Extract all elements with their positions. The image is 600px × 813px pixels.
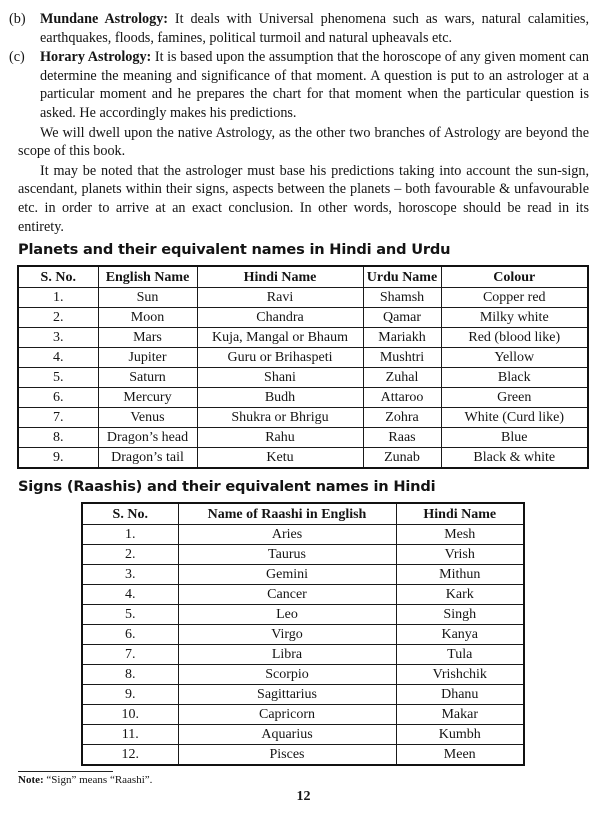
table-cell: Meen (396, 745, 524, 766)
table-cell: 6. (18, 388, 98, 408)
table-cell: Aries (178, 525, 396, 545)
table-cell: Dragon’s tail (98, 448, 197, 469)
table-row (82, 685, 524, 705)
table-cell: 8. (18, 428, 98, 448)
table-cell: Budh (197, 388, 363, 408)
table-cell: Qamar (363, 308, 441, 328)
table-row (18, 368, 588, 388)
table-cell: Scorpio (178, 665, 396, 685)
table-row (18, 288, 588, 308)
table-cell: Yellow (441, 348, 588, 368)
table-cell: 12. (82, 745, 178, 766)
table-row (82, 725, 524, 745)
item-text: It deals with Universal phenomena such as wars, natural calamities, earthquakes, floods, famines, political turmoil and natural upheavals etc. (40, 11, 589, 46)
table-row (82, 565, 524, 585)
table-row (82, 605, 524, 625)
footnote-label: Note: (18, 774, 44, 787)
table-cell: Moon (98, 308, 197, 328)
table-cell: Red (blood like) (441, 328, 588, 348)
table-cell: Rahu (197, 428, 363, 448)
table-cell: Zohra (363, 408, 441, 428)
table-cell: Kanya (396, 625, 524, 645)
table-cell: 1. (82, 525, 178, 545)
table-cell: White (Curd like) (441, 408, 588, 428)
column-header: S. No. (82, 503, 178, 525)
table-cell: 5. (18, 368, 98, 388)
table-cell: Mesh (396, 525, 524, 545)
table-cell: Shukra or Bhrigu (197, 408, 363, 428)
table-cell: Saturn (98, 368, 197, 388)
table-row (82, 705, 524, 725)
table-cell: Kumbh (396, 725, 524, 745)
table-row (18, 448, 588, 469)
table-cell: Attaroo (363, 388, 441, 408)
table-row (82, 745, 524, 766)
footnote-divider (18, 771, 113, 772)
column-header: Hindi Name (197, 266, 363, 288)
table-cell: Blue (441, 428, 588, 448)
table-cell: 9. (82, 685, 178, 705)
table-cell: Chandra (197, 308, 363, 328)
signs-table (81, 502, 525, 766)
table-cell: 11. (82, 725, 178, 745)
paragraph: We will dwell upon the native Astrology, as the other two branches of Astrology are beyond the scope of this book. (18, 124, 589, 160)
table-cell: Mariakh (363, 328, 441, 348)
table-cell: Libra (178, 645, 396, 665)
table-cell: Milky white (441, 308, 588, 328)
table-cell: Raas (363, 428, 441, 448)
page-number: 12 (296, 789, 311, 805)
table-row (18, 308, 588, 328)
table-cell: Makar (396, 705, 524, 725)
table-cell: Ravi (197, 288, 363, 308)
table-cell: Tula (396, 645, 524, 665)
table-row (82, 545, 524, 565)
table-cell: Zuhal (363, 368, 441, 388)
section-heading-planets: Planets and their equivalent names in Hindi and Urdu (18, 241, 451, 259)
table-cell: 4. (82, 585, 178, 605)
column-header: Name of Raashi in English (178, 503, 396, 525)
table-cell: Jupiter (98, 348, 197, 368)
table-cell: Leo (178, 605, 396, 625)
table-cell: 7. (82, 645, 178, 665)
table-cell: Singh (396, 605, 524, 625)
table-cell: Gemini (178, 565, 396, 585)
table-row (18, 388, 588, 408)
table-cell: Kuja, Mangal or Bhaum (197, 328, 363, 348)
table-cell: Sun (98, 288, 197, 308)
table-cell: Green (441, 388, 588, 408)
table-row (82, 665, 524, 685)
table-cell: Dhanu (396, 685, 524, 705)
table-cell: Capricorn (178, 705, 396, 725)
table-cell: Mithun (396, 565, 524, 585)
table-cell: Vrish (396, 545, 524, 565)
table-row (82, 645, 524, 665)
item-text: It is based upon the assumption that the horoscope of any given moment can determine the meaning and significance of that moment. A question is put to an astrologer at a particular moment and he prepares the chart for that moment when the particular question is asked. He accordingly makes his predictions. (40, 49, 589, 121)
footnote-text: “Sign” means “Raashi”. (43, 774, 153, 787)
table-cell: Aquarius (178, 725, 396, 745)
table-cell: Shamsh (363, 288, 441, 308)
item-title: Horary Astrology: (40, 49, 152, 66)
table-cell: Dragon’s head (98, 428, 197, 448)
table-cell: Copper red (441, 288, 588, 308)
table-cell: 2. (82, 545, 178, 565)
table-cell: 9. (18, 448, 98, 469)
table-cell: Kark (396, 585, 524, 605)
table-cell: Zunab (363, 448, 441, 469)
column-header: English Name (98, 266, 197, 288)
section-heading-signs: Signs (Raashis) and their equivalent names in Hindi (18, 478, 436, 496)
table-cell: 5. (82, 605, 178, 625)
paragraph: It may be noted that the astrologer must base his predictions taking into account the sun-sign, ascendant, planets within their signs, aspects between the planets – both favourable & unfavourable etc. in order to arrive at an exact conclusion. In other words, horoscope should be read in its entirety. (18, 162, 589, 235)
table-cell: 7. (18, 408, 98, 428)
table-cell: 8. (82, 665, 178, 685)
table-cell: Mushtri (363, 348, 441, 368)
table-cell: Pisces (178, 745, 396, 766)
column-header: Hindi Name (396, 503, 524, 525)
table-cell: 3. (82, 565, 178, 585)
table-cell: Venus (98, 408, 197, 428)
table-cell: Mars (98, 328, 197, 348)
column-header: Colour (441, 266, 588, 288)
table-cell: Shani (197, 368, 363, 388)
item-title: Mundane Astrology: (40, 11, 169, 27)
table-cell: 4. (18, 348, 98, 368)
table-cell: 6. (82, 625, 178, 645)
table-row (82, 525, 524, 545)
table-row (82, 625, 524, 645)
table-cell: Black & white (441, 448, 588, 469)
table-cell: 1. (18, 288, 98, 308)
table-cell: Sagittarius (178, 685, 396, 705)
table-cell: 10. (82, 705, 178, 725)
table-cell: Mercury (98, 388, 197, 408)
planets-table (17, 265, 589, 469)
table-row (18, 348, 588, 368)
table-cell: Virgo (178, 625, 396, 645)
list-item-horary (9, 48, 589, 122)
table-cell: Guru or Brihaspeti (197, 348, 363, 368)
table-row (18, 408, 588, 428)
column-header: S. No. (18, 266, 98, 288)
table-row (18, 328, 588, 348)
table-cell: Taurus (178, 545, 396, 565)
table-row (18, 428, 588, 448)
table-cell: Ketu (197, 448, 363, 469)
item-label: (c) (9, 49, 25, 66)
table-cell: Black (441, 368, 588, 388)
table-cell: Vrishchik (396, 665, 524, 685)
list-item-mundane (9, 10, 589, 47)
table-row (82, 585, 524, 605)
table-cell: Cancer (178, 585, 396, 605)
table-cell: 2. (18, 308, 98, 328)
footnote (18, 774, 589, 787)
column-header: Urdu Name (363, 266, 441, 288)
table-cell: 3. (18, 328, 98, 348)
item-label: (b) (9, 11, 26, 27)
